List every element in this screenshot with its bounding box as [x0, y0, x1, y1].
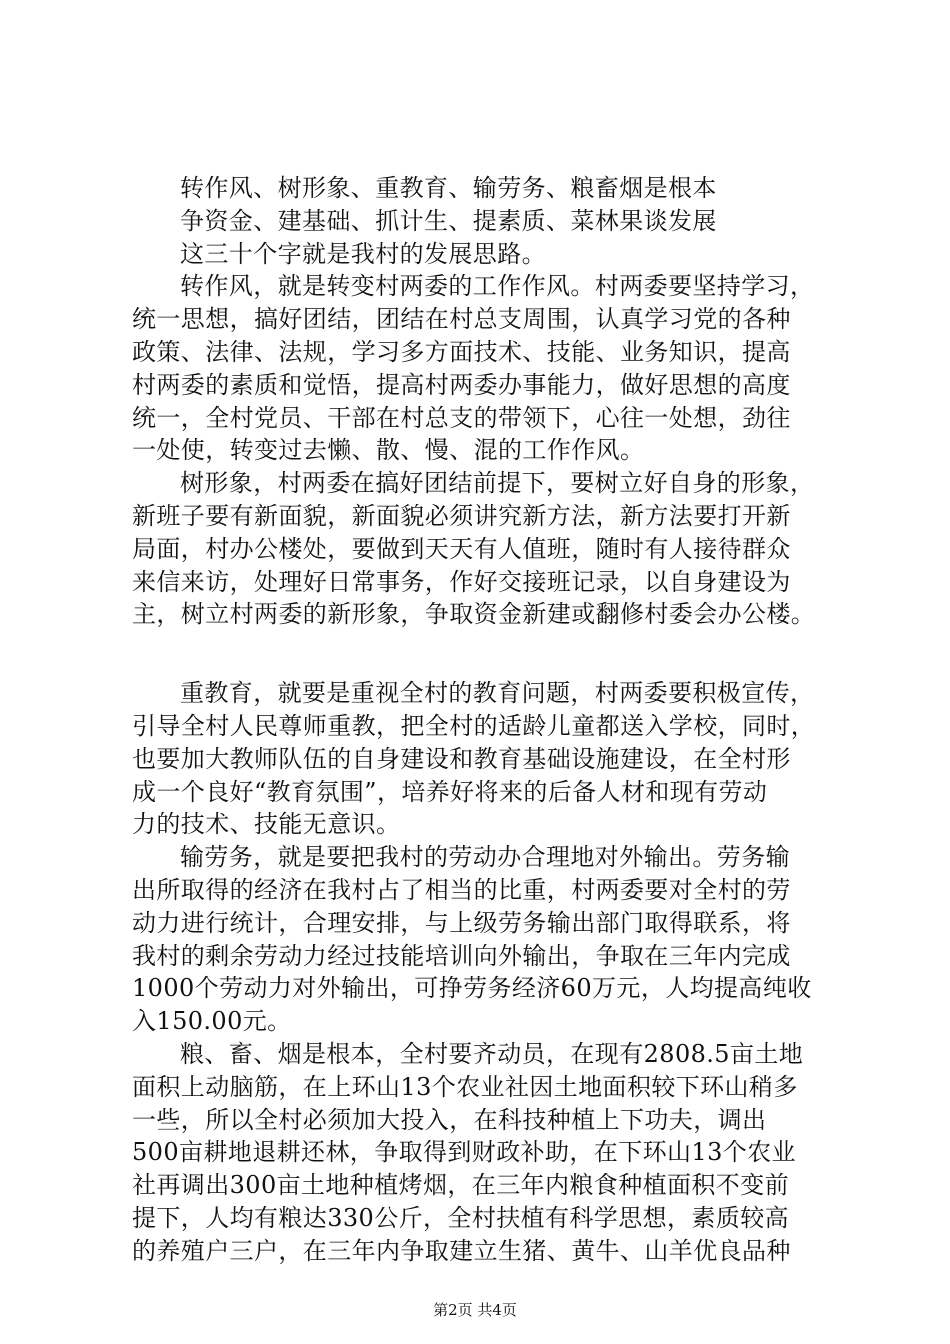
paragraph-line: 1000个劳动力对外输出，可挣劳务经济60万元，人均提高纯收: [132, 974, 812, 1003]
paragraph-line: 动力进行统计，合理安排，与上级劳务输出部门取得联系，将: [132, 908, 791, 937]
paragraph-line: 也要加大教师队伍的自身建设和教育基础设施建设，在全村形: [132, 744, 791, 773]
paragraph-line: 政策、法律、法规，学习多方面技术、技能、业务知识，提高: [132, 337, 791, 366]
paragraph-line: 村两委的素质和觉悟，提高村两委办事能力，做好思想的高度: [132, 370, 791, 399]
paragraph-line: 主，树立村两委的新形象，争取资金新建或翻修村委会办公楼。: [132, 600, 816, 629]
paragraph-line: 入150.00元。: [132, 1007, 292, 1036]
page-number-footer: 第2页 共4页: [433, 1301, 517, 1319]
paragraph-line: 提下，人均有粮达330公斤，全村扶植有科学思想，素质较高: [132, 1203, 790, 1232]
paragraph-line: 来信来访，处理好日常事务，作好交接班记录，以自身建设为: [132, 567, 791, 596]
paragraph-liangchuyan: [132, 1038, 850, 1268]
paragraph-line: 树形象，村两委在搞好团结前提下，要树立好自身的形象，: [180, 469, 815, 498]
paragraph-line: 输劳务，就是要把我村的劳动办合理地对外输出。劳务输: [180, 843, 790, 872]
motto-block: [132, 172, 850, 270]
paragraph-line: 一处使，转变过去懒、散、慢、混的工作作风。: [132, 436, 645, 465]
paragraph-spacer: [132, 631, 850, 677]
paragraph-line: 我村的剩余劳动力经过技能培训向外输出，争取在三年内完成: [132, 941, 791, 970]
paragraph-line: 转作风，就是转变村两委的工作作风。村两委要坚持学习，: [180, 272, 815, 301]
paragraph-line: 社再调出300亩土地种植烤烟，在三年内粮食种植面积不变前: [132, 1171, 790, 1200]
paragraph-zhuanzuofeng: [132, 270, 850, 467]
paragraph-line: 引导全村人民尊师重教，把全村的适龄儿童都送入学校，同时，: [132, 711, 816, 740]
paragraph-line: 粮、畜、烟是根本，全村要齐动员，在现有2808.5亩土地: [180, 1039, 804, 1068]
paragraph-line: 的养殖户三户，在三年内争取建立生猪、黄牛、山羊优良品种: [132, 1236, 791, 1265]
paragraph-line: 出所取得的经济在我村占了相当的比重，村两委要对全村的劳: [132, 875, 791, 904]
paragraph-shuxingxiang: [132, 467, 850, 631]
motto-line-1: 转作风、树形象、重教育、输劳务、粮畜烟是根本: [180, 174, 717, 202]
paragraph-line: 面积上动脑筋，在上环山13个农业社因土地面积较下环山稍多: [132, 1072, 798, 1101]
paragraph-line: 重教育，就要是重视全村的教育问题，村两委要积极宣传，: [180, 679, 815, 708]
paragraph-line: 统一，全村党员、干部在村总支的带领下，心往一处想，劲往: [132, 403, 791, 432]
paragraph-line: 统一思想，搞好团结，团结在村总支周围，认真学习党的各种: [132, 305, 791, 334]
paragraph-line: 新班子要有新面貌，新面貌必须讲究新方法，新方法要打开新: [132, 501, 791, 530]
paragraph-line: 力的技术、技能无意识。: [132, 810, 401, 839]
paragraph-zhongjiaoyu: [132, 677, 850, 841]
paragraph-shulaowu: [132, 841, 850, 1038]
motto-line-3: 这三十个字就是我村的发展思路。: [180, 239, 546, 268]
paragraph-line: 500亩耕地退耕还林，争取得到财政补助，在下环山13个农业: [132, 1138, 796, 1167]
paragraph-line: 一些，所以全村必须加大投入，在科技种植上下功夫，调出: [132, 1105, 767, 1134]
paragraph-line: 成一个良好“教育氛围”，培养好将来的后备人材和现有劳动: [132, 777, 768, 806]
document-body: [132, 172, 850, 1268]
paragraph-line: 局面，村办公楼处，要做到天天有人值班，随时有人接待群众: [132, 534, 791, 563]
motto-line-2: 争资金、建基础、抓计生、提素质、菜林果谈发展: [180, 206, 717, 235]
